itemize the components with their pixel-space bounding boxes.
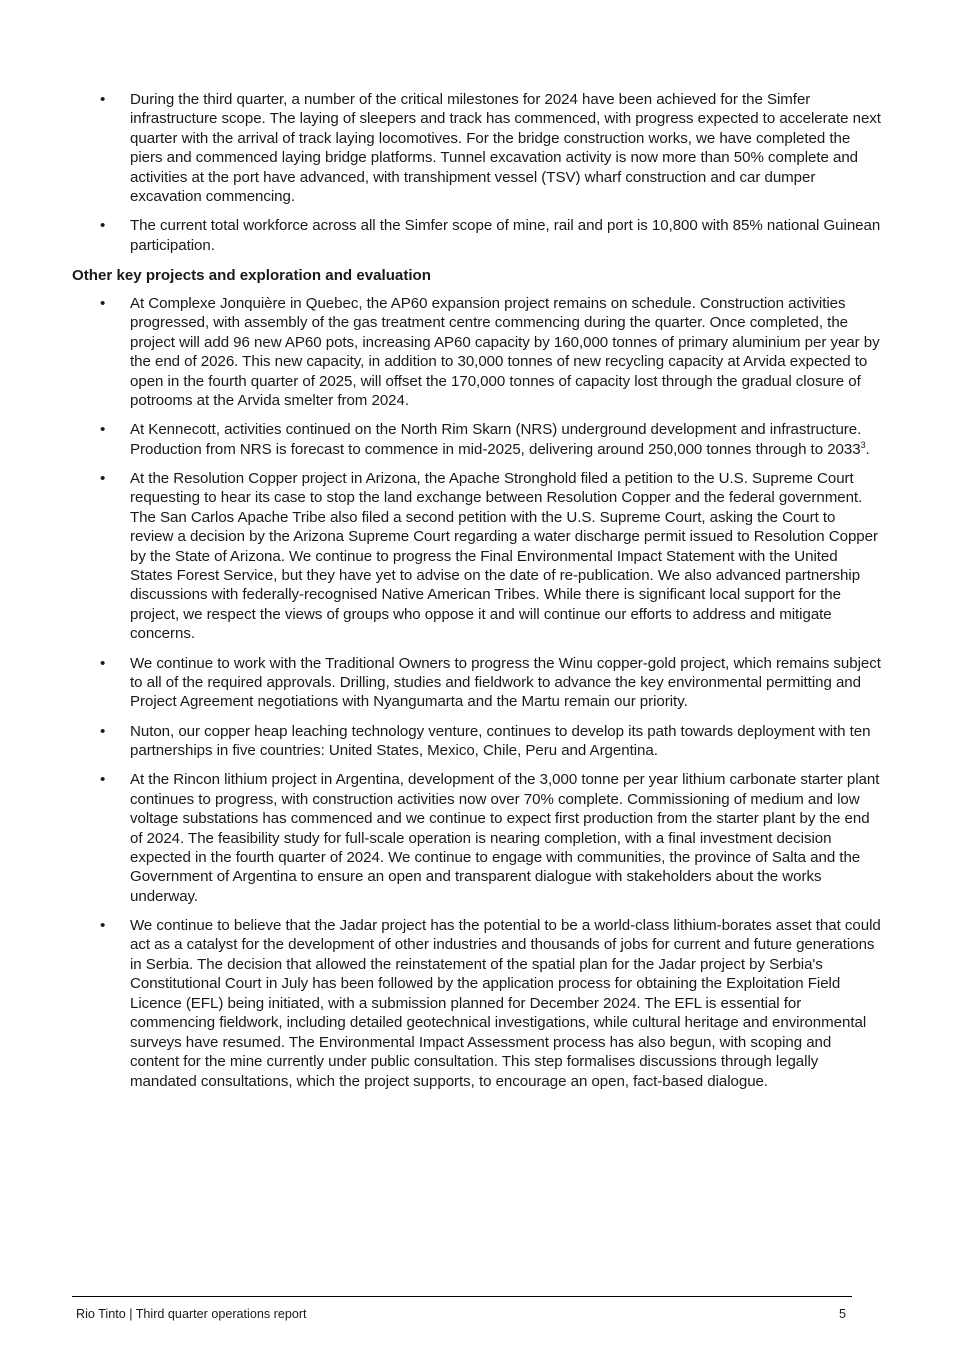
list-item [72, 654, 882, 712]
list-item [72, 216, 882, 255]
list-item [72, 90, 882, 207]
bullet-icon: • [100, 722, 106, 740]
simfer-bullet-list [72, 90, 882, 255]
bullet-icon: • [100, 654, 106, 672]
bullet-icon: • [100, 917, 106, 935]
paragraph-text: We continue to believe that the Jadar project has the potential to be a world-class lithium-borates asset that could act as a catalyst for the development of other industries and thousands of jobs for current and future generations in Serbia. The decision that allowed the reinstatement of the spatial plan for the Jadar project by Serbia's Constitutional Court in July has been followed by the application process for obtaining the Exploitation Field Licence (EFL) being initiated, with a submission planned for December 2024. The EFL is essential for commencing fieldwork, including detailed geotechnical investigations, while cultural heritage and environmental surveys have resumed. The Environmental Impact Assessment process has also begun, with scoping and content for the mine currently under public consultation. This step formalises discussions through legally mandated consultations, which the project supports, to encourage an open, fact-based dialogue. [130, 917, 881, 1090]
page-content [72, 90, 882, 1101]
section-heading: Other key projects and exploration and evaluation [72, 267, 431, 285]
footer-divider [72, 1296, 852, 1297]
bullet-icon: • [100, 421, 106, 439]
list-item [72, 916, 882, 1091]
list-item [72, 294, 882, 411]
paragraph-suffix: . [865, 440, 870, 458]
list-item [72, 770, 882, 906]
paragraph-text [130, 420, 882, 459]
page-number: 5 [839, 1307, 847, 1321]
list-item [72, 469, 882, 644]
bullet-icon: • [100, 771, 106, 789]
paragraph-text: At the Resolution Copper project in Arizona, the Apache Stronghold filed a petition to the U.S. Supreme Court requesting to hear its case to stop the land exchange between Resolution Copper and the federal government. The San Carlos Apache Tribe also filed a second petition with the U.S. Supreme Court, asking the Court to review a decision by the Arizona Supreme Court regarding a water discharge permit issued to Resolution Copper by the State of Arizona. We continue to progress the Final Environmental Impact Statement with the United States Forest Service, but they have yet to advise on the date of re-publication. We also advanced partnership discussions with federally-recognised Native American Tribes. While there is significant local support for the project, we respect the views of groups who oppose it and will continue our efforts to address and mitigate concerns. [130, 469, 878, 643]
paragraph-text: The current total workforce across all the Simfer scope of mine, rail and port is 10,800 with 85% national Guinean participation. [130, 217, 881, 254]
bullet-icon: • [100, 469, 106, 487]
list-item [72, 420, 882, 459]
paragraph-text: Nuton, our copper heap leaching technology venture, continues to develop its path towards deployment with ten partnerships in five countries: United States, Mexico, Chile, Peru and Argentina. [130, 722, 871, 760]
footnote-reference: 3 [860, 439, 866, 450]
paragraph-text: We continue to work with the Traditional Owners to progress the Winu copper-gold project, which remains subject to all of the required approvals. Drilling, studies and fieldwork to advance the key environmental permitting and Project Agreement negotiations with Nyangumarta and the Martu remain our priority. [130, 654, 881, 711]
bullet-icon: • [100, 91, 106, 108]
key-projects-bullet-list [72, 294, 882, 1091]
list-item [72, 722, 882, 761]
bullet-icon: • [100, 294, 106, 312]
bullet-icon: • [100, 217, 106, 235]
paragraph-text: At Complexe Jonquière in Quebec, the AP60 expansion project remains on schedule. Construction activities progressed, with assembly of the gas treatment centre commencing during the quarter. Once completed, the project will add 96 new AP60 pots, increasing AP60 capacity by 160,000 tonnes of primary aluminium per year by the end of 2026. This new capacity, in addition to 30,000 tonnes of new recycling capacity at Arvida expected to open in the fourth quarter of 2025, will offset the 170,000 tonnes of capacity lost through the gradual closure of potrooms at the Arvida smelter from 2024. [130, 294, 880, 410]
paragraph-text: During the third quarter, a number of the critical milestones for 2024 have been achieved for the Simfer infrastructure scope. The laying of sleepers and track has commenced, with progress expected to accelerate next quarter with the arrival of track laying locomotives. For the bridge construction works, we have completed the piers and commenced laying bridge platforms. Tunnel excavation activity is now more than 50% complete and activities at the port have advanced, with transhipment vessel (TSV) wharf construction and car dumper excavation commencing. [130, 91, 881, 206]
paragraph-text: At the Rincon lithium project in Argentina, development of the 3,000 tonne per year lithium carbonate starter plant continues to progress, with construction activities now over 70% complete. Commissioning of medium and low voltage substations has commenced and we continue to expect first production from the starter plant by the end of 2024. The feasibility study for full-scale operation is nearing completion, with a final investment decision expected in the fourth quarter of 2024. We continue to engage with communities, the province of Salta and the Government of Argentina to ensure an open and transparent dialogue with stakeholders about the works underway. [130, 771, 880, 905]
footer-title: Rio Tinto | Third quarter operations report [76, 1307, 307, 1321]
paragraph-body: At Kennecott, activities continued on the North Rim Skarn (NRS) underground development and infrastructure. Production from NRS is forecast to commence in mid-2025, delivering around 250,000 tonnes through to 2033 [130, 421, 862, 458]
